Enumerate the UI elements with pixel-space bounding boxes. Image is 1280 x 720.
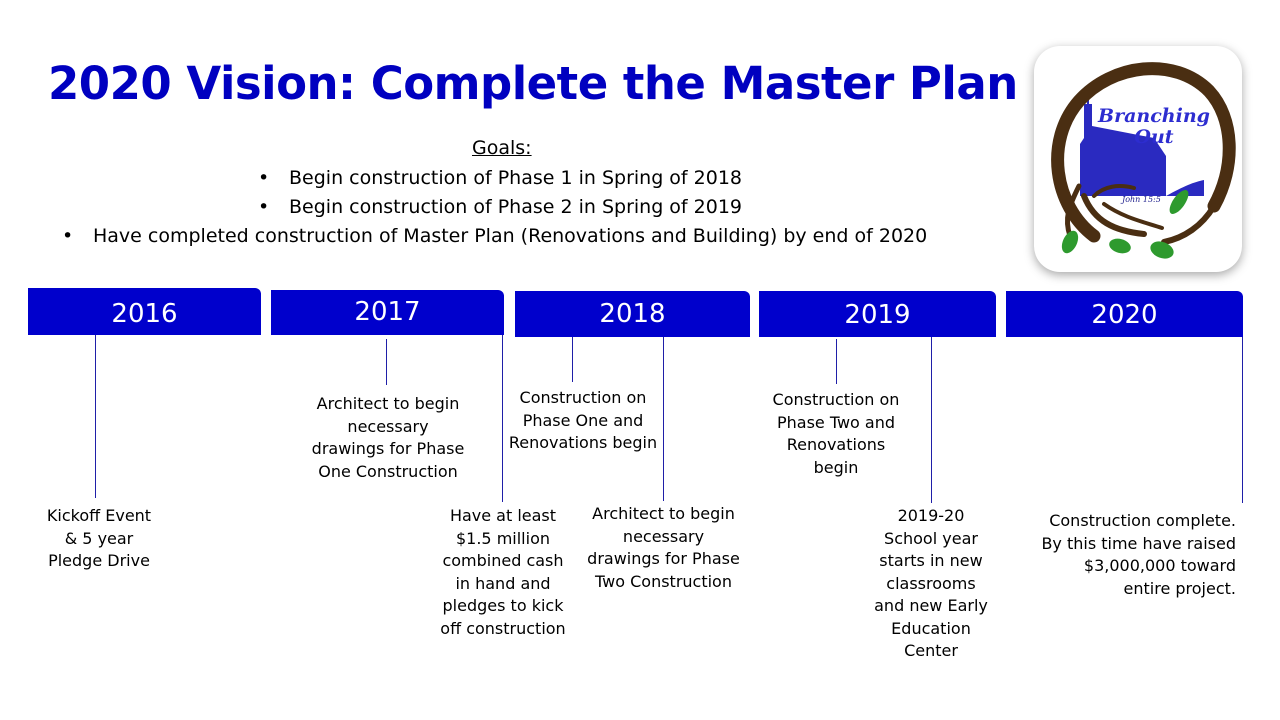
connector-architect-phase-two	[663, 337, 664, 501]
goal-item-2	[258, 194, 743, 220]
year-label: 2017	[354, 297, 421, 327]
page-title: 2020 Vision: Complete the Master Plan	[48, 57, 1018, 110]
logo-verse: John 15:5	[1122, 195, 1161, 204]
year-box-2018	[515, 291, 750, 337]
goal-item-3	[62, 223, 928, 249]
year-label: 2016	[111, 299, 178, 329]
event-complete: Construction complete. By this time have raised $3,000,000 toward entire project.	[1041, 511, 1236, 598]
year-box-2016	[28, 288, 261, 335]
event-construction-phase-one: Construction on Phase One and Renovations begin	[508, 388, 658, 452]
event-funding: Have at least $1.5 million combined cash in hand and pledges to kick off construction	[440, 506, 566, 638]
connector-construction-phase-two	[836, 339, 837, 384]
year-label: 2018	[599, 299, 666, 329]
logo-text-line2: Out	[1134, 126, 1174, 148]
connector-kickoff	[95, 335, 96, 498]
year-box-2019	[759, 291, 996, 337]
event-architect-phase-two: Architect to begin necessary drawings for Phase Two Construction	[587, 504, 740, 591]
connector-architect-phase-one	[386, 339, 387, 385]
year-box-2020	[1006, 291, 1243, 337]
year-box-2017	[271, 290, 504, 335]
event-architect-phase-one: Architect to begin necessary drawings for Phase One Construction	[311, 394, 465, 481]
year-label: 2020	[1091, 300, 1158, 330]
logo-artwork-icon	[1034, 46, 1242, 272]
connector-school-year	[931, 337, 932, 503]
connector-construction-phase-one	[572, 337, 573, 382]
goal-item-1	[258, 165, 743, 191]
goal-text: Begin construction of Phase 1 in Spring of 2018	[289, 167, 743, 189]
goal-text: Have completed construction of Master Plan (Renovations and Building) by end of 2020	[93, 225, 928, 247]
goals-heading: Goals:	[472, 137, 532, 159]
bullet-icon: •	[62, 225, 74, 247]
logo-text-line1: Branching	[1098, 105, 1210, 127]
event-kickoff: Kickoff Event & 5 year Pledge Drive	[46, 506, 152, 570]
event-construction-phase-two: Construction on Phase Two and Renovations begin	[772, 390, 900, 477]
logo-wordmark	[1094, 106, 1214, 148]
connector-funding	[502, 335, 503, 502]
event-school-year: 2019-20 School year starts in new classrooms and new Early Education Center	[874, 506, 988, 660]
connector-complete	[1242, 337, 1243, 503]
branching-out-logo	[1034, 46, 1242, 272]
bullet-icon: •	[258, 167, 270, 189]
year-label: 2019	[844, 300, 911, 330]
bullet-icon: •	[258, 196, 270, 218]
goal-text: Begin construction of Phase 2 in Spring of 2019	[289, 196, 743, 218]
